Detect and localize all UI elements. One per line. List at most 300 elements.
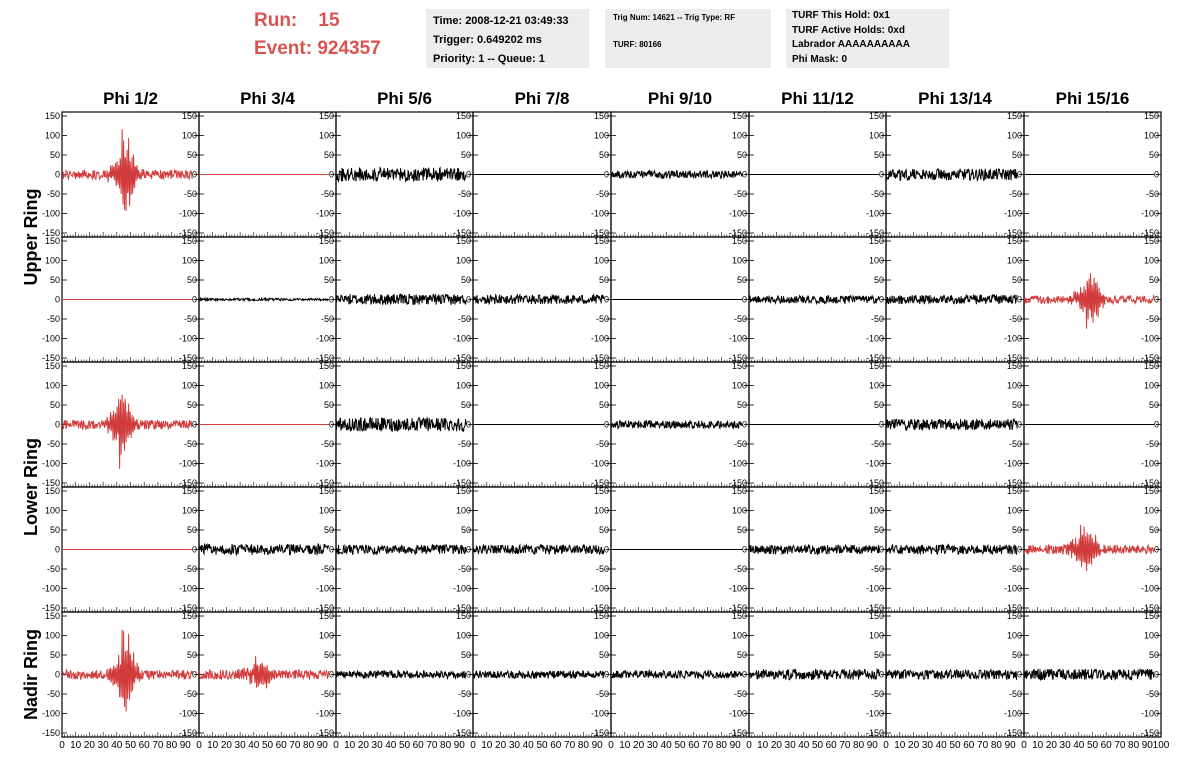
y-tick-label: 0 [54, 294, 60, 305]
waveform-trace [473, 545, 604, 554]
y-tick-label: -100 [590, 708, 609, 719]
x-tick-label: 90 [179, 740, 191, 751]
y-tick-label: -50 [457, 564, 471, 574]
y-tick-label: 0 [878, 169, 884, 180]
x-tick-label: 60 [688, 740, 700, 751]
y-tick-label: -50 [733, 189, 747, 199]
x-tick-label: 50 [949, 740, 961, 751]
x-tick-label: 20 [357, 740, 369, 751]
waveform-trace [611, 421, 742, 429]
y-tick-label: -150 [452, 728, 471, 738]
y-tick-label: -100 [865, 458, 884, 469]
y-tick-label: -50 [457, 189, 471, 199]
y-tick-label: 100 [318, 130, 334, 141]
y-tick-label: -50 [595, 689, 609, 699]
x-tick-label: 40 [522, 740, 534, 751]
y-tick-label: -150 [315, 228, 334, 238]
y-tick-label: 150 [1006, 611, 1022, 621]
waveform-trace [199, 656, 329, 688]
y-tick-label: 150 [44, 486, 60, 496]
y-tick-label: 150 [318, 111, 334, 121]
x-tick-label: 90 [1141, 740, 1153, 751]
waveform-trace [886, 545, 1017, 554]
y-tick-label: 50 [1011, 650, 1022, 660]
y-tick-label: -150 [1140, 353, 1159, 363]
x-tick-label: 40 [111, 740, 123, 751]
waveform-trace [611, 171, 742, 179]
y-tick-label: 100 [1143, 380, 1159, 391]
y-tick-label: 50 [873, 400, 884, 410]
y-tick-label: 50 [873, 650, 884, 660]
x-tick-label: 70 [289, 740, 301, 751]
x-tick-label: 60 [1100, 740, 1112, 751]
y-tick-label: -100 [1140, 583, 1159, 594]
waveform-trace [336, 671, 466, 679]
y-tick-label: 50 [873, 150, 884, 160]
y-tick-label: 0 [328, 544, 334, 555]
y-tick-label: 0 [1153, 294, 1159, 305]
y-tick-label: 0 [328, 669, 334, 680]
y-tick-label: 0 [1016, 294, 1022, 305]
y-tick-label: 50 [1148, 525, 1159, 535]
y-tick-label: -100 [178, 333, 197, 344]
y-tick-label: 100 [1006, 380, 1022, 391]
y-tick-label: 100 [868, 505, 884, 516]
y-tick-label: -150 [452, 603, 471, 613]
y-tick-label: -100 [315, 458, 334, 469]
y-tick-label: 100 [455, 630, 471, 641]
y-tick-label: -150 [728, 228, 747, 238]
y-tick-label: 150 [44, 361, 60, 371]
y-tick-label: 100 [731, 380, 747, 391]
y-tick-label: 0 [328, 169, 334, 180]
y-tick-label: -150 [178, 228, 197, 238]
y-tick-label: 50 [49, 525, 60, 535]
y-tick-label: -100 [1140, 458, 1159, 469]
y-tick-label: 150 [593, 486, 609, 496]
y-tick-label: -50 [457, 689, 471, 699]
y-tick-label: 50 [598, 275, 609, 285]
x-tick-label: 10 [757, 740, 769, 751]
y-tick-label: -100 [1140, 708, 1159, 719]
x-tick-label: 10 [344, 740, 356, 751]
y-tick-label: 100 [44, 505, 60, 516]
y-tick-label: 150 [1143, 486, 1159, 496]
y-tick-label: -150 [1003, 603, 1022, 613]
y-tick-label: 100 [1143, 255, 1159, 266]
y-tick-label: -50 [183, 314, 197, 324]
x-tick-label: 20 [220, 740, 232, 751]
column-label: Phi 7/8 [514, 89, 570, 108]
y-tick-label: -150 [41, 353, 60, 363]
y-tick-label: 100 [181, 255, 197, 266]
y-tick-label: -150 [590, 603, 609, 613]
x-tick-label: 100 [1152, 740, 1170, 751]
y-tick-label: 0 [603, 294, 609, 305]
y-tick-label: -150 [315, 353, 334, 363]
y-tick-label: -100 [315, 333, 334, 344]
waveform-trace [1024, 525, 1154, 571]
y-tick-label: 100 [1006, 630, 1022, 641]
x-tick-label: 90 [866, 740, 878, 751]
y-tick-label: -50 [595, 439, 609, 449]
y-tick-label: 100 [1006, 505, 1022, 516]
x-tick-label: 70 [702, 740, 714, 751]
y-tick-label: 150 [731, 236, 747, 246]
waveform-trace [199, 544, 329, 555]
y-tick-label: -50 [1145, 314, 1159, 324]
y-tick-label: 0 [465, 169, 471, 180]
y-tick-label: 50 [186, 150, 197, 160]
y-tick-label: -100 [865, 333, 884, 344]
y-tick-label: -150 [178, 603, 197, 613]
x-tick-label: 50 [261, 740, 274, 751]
y-tick-label: 50 [873, 525, 884, 535]
y-tick-label: 0 [878, 669, 884, 680]
labrador-line: Labrador AAAAAAAAAA [792, 39, 910, 50]
y-tick-label: 0 [1016, 169, 1022, 180]
x-tick-label: 30 [921, 740, 933, 751]
ring-label: Lower Ring [21, 438, 41, 536]
y-tick-label: -150 [865, 478, 884, 488]
x-tick-label: 80 [1128, 740, 1140, 751]
waveform-trace [473, 671, 604, 679]
x-tick-label: 90 [729, 740, 741, 751]
y-tick-label: -50 [320, 189, 334, 199]
y-tick-label: 50 [323, 150, 334, 160]
y-tick-label: 150 [455, 361, 471, 371]
y-tick-label: -100 [452, 333, 471, 344]
y-tick-label: -100 [1003, 208, 1022, 219]
x-tick-label: 20 [495, 740, 507, 751]
y-tick-label: -100 [452, 208, 471, 219]
y-tick-label: 50 [323, 275, 334, 285]
y-tick-label: -100 [728, 208, 747, 219]
x-tick-label: 90 [591, 740, 603, 751]
y-tick-label: 50 [873, 275, 884, 285]
y-tick-label: 50 [186, 525, 197, 535]
y-tick-label: 150 [1143, 611, 1159, 621]
y-tick-label: 150 [318, 486, 334, 496]
y-tick-label: 100 [181, 130, 197, 141]
y-tick-label: 150 [181, 111, 197, 121]
y-tick-label: 50 [736, 400, 747, 410]
x-tick-label: 70 [426, 740, 438, 751]
waveform-trace [886, 419, 1017, 430]
y-tick-label: 150 [455, 486, 471, 496]
y-tick-label: 0 [741, 294, 747, 305]
y-tick-label: -50 [870, 189, 884, 199]
x-tick-label: 0 [333, 740, 339, 751]
y-tick-label: -100 [315, 583, 334, 594]
waveform-trace [473, 295, 604, 304]
y-tick-label: 150 [1143, 236, 1159, 246]
y-tick-label: 0 [741, 544, 747, 555]
y-tick-label: -100 [1140, 208, 1159, 219]
y-tick-label: -150 [590, 353, 609, 363]
y-tick-label: 0 [465, 294, 471, 305]
waveform-trace [62, 395, 192, 469]
y-tick-label: -50 [46, 314, 60, 324]
x-tick-label: 80 [715, 740, 727, 751]
x-tick-label: 60 [825, 740, 837, 751]
y-tick-label: -50 [870, 564, 884, 574]
waveform-trace [886, 670, 1017, 679]
x-tick-label: 30 [234, 740, 246, 751]
y-tick-label: -100 [728, 583, 747, 594]
y-tick-label: 0 [1153, 544, 1159, 555]
y-tick-label: -100 [41, 333, 60, 344]
y-tick-label: 150 [1006, 361, 1022, 371]
x-tick-label: 40 [385, 740, 397, 751]
y-tick-label: 100 [868, 130, 884, 141]
waveform-trace [749, 545, 879, 554]
y-tick-label: -100 [728, 458, 747, 469]
x-tick-label: 20 [633, 740, 645, 751]
y-tick-label: 150 [731, 361, 747, 371]
y-tick-label: 0 [603, 669, 609, 680]
y-tick-label: 100 [181, 505, 197, 516]
x-tick-label: 90 [316, 740, 328, 751]
y-tick-label: 150 [868, 236, 884, 246]
y-tick-label: 100 [1143, 505, 1159, 516]
y-tick-label: 150 [44, 611, 60, 621]
y-tick-label: 0 [1016, 669, 1022, 680]
y-tick-label: -50 [1145, 439, 1159, 449]
waveform-trace [62, 630, 192, 712]
y-tick-label: -100 [452, 458, 471, 469]
x-tick-label: 0 [470, 740, 476, 751]
y-tick-label: -50 [595, 189, 609, 199]
y-tick-label: 0 [191, 419, 197, 430]
x-tick-label: 60 [550, 740, 562, 751]
y-tick-label: 0 [1153, 169, 1159, 180]
y-tick-label: 150 [318, 611, 334, 621]
y-tick-label: 0 [603, 419, 609, 430]
y-tick-label: -150 [452, 353, 471, 363]
y-tick-label: -50 [595, 314, 609, 324]
y-tick-label: 50 [736, 525, 747, 535]
waveform-trace [336, 545, 466, 554]
y-tick-label: 0 [1153, 669, 1159, 680]
x-tick-label: 50 [124, 740, 137, 751]
y-tick-label: 0 [191, 544, 197, 555]
y-tick-label: 150 [1006, 486, 1022, 496]
turf-line: TURF: 80166 [613, 40, 662, 49]
y-tick-label: 100 [868, 380, 884, 391]
y-tick-label: -100 [452, 583, 471, 594]
y-tick-label: 0 [603, 169, 609, 180]
y-tick-label: -50 [320, 439, 334, 449]
y-tick-label: 50 [1148, 650, 1159, 660]
y-tick-label: 0 [54, 544, 60, 555]
y-tick-label: 150 [181, 611, 197, 621]
y-tick-label: -50 [733, 439, 747, 449]
x-tick-label: 30 [508, 740, 520, 751]
x-tick-label: 10 [481, 740, 493, 751]
y-tick-label: 100 [181, 380, 197, 391]
y-tick-label: -150 [1140, 228, 1159, 238]
y-tick-label: 0 [191, 669, 197, 680]
y-tick-label: 100 [318, 380, 334, 391]
y-tick-label: -50 [870, 439, 884, 449]
y-tick-label: -50 [320, 564, 334, 574]
y-tick-label: 50 [460, 275, 471, 285]
y-tick-label: 0 [54, 419, 60, 430]
y-tick-label: 150 [868, 361, 884, 371]
y-tick-label: -100 [865, 583, 884, 594]
y-tick-label: 150 [1143, 111, 1159, 121]
y-tick-label: -150 [178, 478, 197, 488]
x-tick-label: 10 [1032, 740, 1044, 751]
y-tick-label: -150 [315, 728, 334, 738]
x-tick-label: 70 [564, 740, 576, 751]
waveform-trace [749, 296, 879, 304]
trigger-line: Trigger: 0.649202 ms [433, 34, 542, 46]
y-tick-label: 50 [598, 150, 609, 160]
y-tick-label: 100 [593, 380, 609, 391]
y-tick-label: 100 [868, 630, 884, 641]
waveform-trace [199, 298, 329, 300]
x-tick-label: 30 [97, 740, 109, 751]
x-tick-label: 10 [70, 740, 82, 751]
y-tick-label: 50 [49, 400, 60, 410]
y-tick-label: 100 [181, 630, 197, 641]
y-tick-label: -50 [1008, 189, 1022, 199]
y-tick-label: 100 [868, 255, 884, 266]
x-tick-label: 80 [440, 740, 452, 751]
y-tick-label: -150 [178, 728, 197, 738]
y-tick-label: -100 [865, 708, 884, 719]
y-tick-label: -50 [733, 689, 747, 699]
y-tick-label: -50 [870, 689, 884, 699]
y-tick-label: -50 [733, 314, 747, 324]
y-tick-label: -150 [315, 478, 334, 488]
y-tick-label: 0 [741, 169, 747, 180]
y-tick-label: 150 [868, 486, 884, 496]
y-tick-label: -50 [183, 189, 197, 199]
y-tick-label: 0 [465, 419, 471, 430]
y-tick-label: 50 [49, 650, 60, 660]
y-tick-label: 100 [318, 505, 334, 516]
x-tick-label: 30 [646, 740, 658, 751]
x-tick-label: 0 [196, 740, 202, 751]
y-tick-label: 50 [460, 400, 471, 410]
y-tick-label: -50 [457, 314, 471, 324]
x-tick-label: 60 [275, 740, 287, 751]
x-tick-label: 50 [536, 740, 548, 751]
waveform-trace [62, 129, 192, 211]
y-tick-label: 50 [598, 650, 609, 660]
y-tick-label: 150 [868, 611, 884, 621]
x-tick-label: 40 [660, 740, 672, 751]
y-tick-label: 100 [731, 255, 747, 266]
y-tick-label: 0 [878, 544, 884, 555]
x-tick-label: 40 [1073, 740, 1085, 751]
y-tick-label: -100 [41, 208, 60, 219]
y-tick-label: -150 [315, 603, 334, 613]
y-tick-label: 0 [328, 294, 334, 305]
y-tick-label: 0 [1016, 419, 1022, 430]
y-tick-label: -50 [320, 689, 334, 699]
x-tick-label: 70 [1114, 740, 1126, 751]
y-tick-label: 50 [1011, 400, 1022, 410]
time-line: Time: 2008-12-21 03:49:33 [433, 15, 569, 27]
y-tick-label: -100 [178, 208, 197, 219]
y-tick-label: 50 [1148, 275, 1159, 285]
y-tick-label: -100 [1140, 333, 1159, 344]
y-tick-label: -100 [1003, 708, 1022, 719]
y-tick-label: -100 [315, 708, 334, 719]
x-tick-label: 90 [453, 740, 465, 751]
x-tick-label: 10 [894, 740, 906, 751]
waveform-trace [886, 169, 1017, 181]
y-tick-label: -100 [865, 208, 884, 219]
y-tick-label: -150 [41, 228, 60, 238]
y-tick-label: 50 [323, 400, 334, 410]
y-tick-label: -100 [41, 583, 60, 594]
y-tick-label: -50 [1145, 189, 1159, 199]
y-tick-label: 100 [593, 130, 609, 141]
y-tick-label: 150 [1143, 361, 1159, 371]
y-tick-label: -50 [457, 439, 471, 449]
y-tick-label: -150 [728, 603, 747, 613]
y-tick-label: -50 [183, 564, 197, 574]
y-tick-label: 50 [186, 650, 197, 660]
y-tick-label: 100 [593, 505, 609, 516]
y-tick-label: 0 [191, 169, 197, 180]
y-tick-label: 50 [598, 400, 609, 410]
y-tick-label: 50 [460, 150, 471, 160]
y-tick-label: -150 [728, 478, 747, 488]
y-tick-label: 0 [54, 169, 60, 180]
y-tick-label: 0 [878, 294, 884, 305]
x-tick-label: 20 [83, 740, 95, 751]
y-tick-label: 100 [455, 255, 471, 266]
y-tick-label: 150 [181, 361, 197, 371]
y-tick-label: 50 [460, 525, 471, 535]
waveform-trace [886, 295, 1017, 304]
y-tick-label: -150 [865, 728, 884, 738]
column-label: Phi 15/16 [1055, 89, 1130, 108]
x-tick-label: 70 [152, 740, 164, 751]
x-tick-label: 20 [908, 740, 920, 751]
y-tick-label: -100 [728, 708, 747, 719]
y-tick-label: 50 [736, 150, 747, 160]
y-tick-label: 100 [1143, 630, 1159, 641]
y-tick-label: 100 [731, 505, 747, 516]
y-tick-label: 100 [455, 505, 471, 516]
waveform-trace [336, 294, 466, 305]
y-tick-label: 0 [1016, 544, 1022, 555]
y-tick-label: 50 [186, 275, 197, 285]
waveform-trace [336, 418, 466, 432]
y-tick-label: 100 [44, 630, 60, 641]
column-label: Phi 1/2 [103, 89, 158, 108]
y-tick-label: -150 [178, 353, 197, 363]
y-tick-label: 0 [465, 669, 471, 680]
y-tick-label: 150 [593, 236, 609, 246]
y-tick-label: -150 [1003, 228, 1022, 238]
event-label: Event: 924357 [254, 38, 381, 59]
y-tick-label: -50 [733, 564, 747, 574]
y-tick-label: -50 [1008, 314, 1022, 324]
y-tick-label: -100 [728, 333, 747, 344]
x-tick-label: 70 [977, 740, 989, 751]
y-tick-label: -50 [46, 689, 60, 699]
y-tick-label: -150 [590, 478, 609, 488]
y-tick-label: -100 [178, 583, 197, 594]
